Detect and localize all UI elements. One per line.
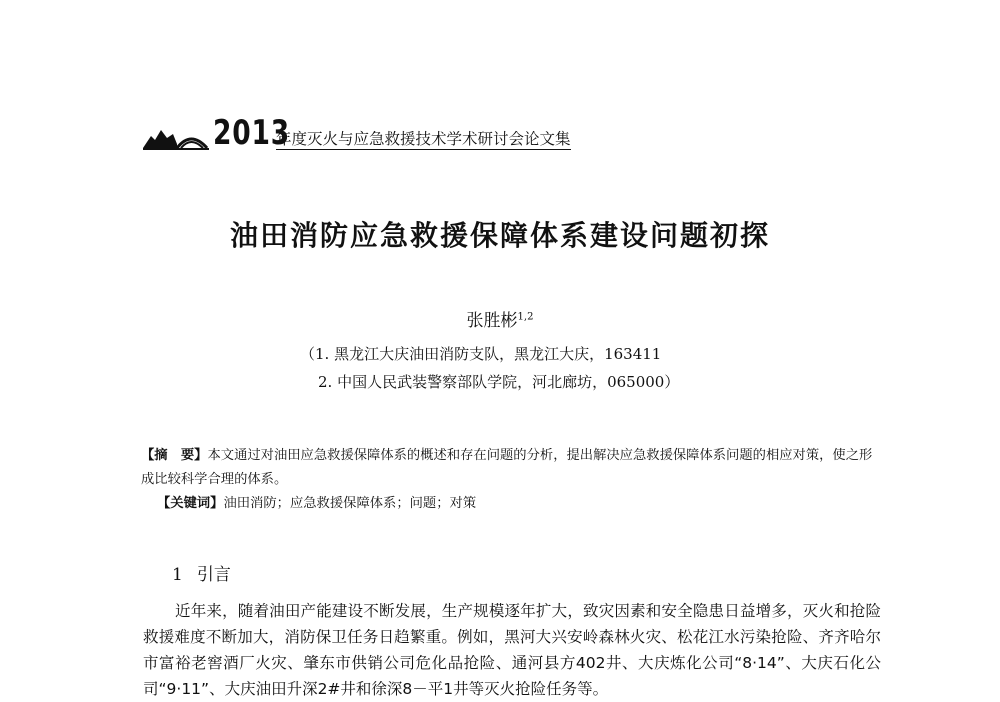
proceedings-year: 2013 bbox=[213, 113, 290, 153]
affiliation-1: （1. 黑龙江大庆油田消防支队，黑龙江大庆，163411 bbox=[300, 345, 662, 363]
keywords-paragraph bbox=[141, 492, 881, 516]
paper-title: 油田消防应急救援保障体系建设问题初探 bbox=[229, 219, 770, 252]
abstract-text: 本文通过对油田应急救援保障体系的概述和存在问题的分析，提出解决应急救援保障体系问题的相应对策，使之形成比较科学合理的体系。 bbox=[141, 448, 873, 487]
affiliation-2: 2. 中国人民武装警察部队学院，河北廊坊，065000） bbox=[318, 373, 680, 391]
author-affiliation-marks: 1,2 bbox=[517, 311, 534, 323]
body-paragraph: 近年来，随着油田产能建设不断发展，生产规模逐年扩大，致灾因素和安全隐患日益增多，灭火和抢险救援难度不断加大，消防保卫任务日趋繁重。例如，黑河大兴安岭森林火灾、松花江水污染抢险、齐齐哈尔市富裕老窖酒厂火灾、肇东市供销公司危化品抢险、通河县方402井、大庆炼化公司“8·14”、大庆石化公司“9·11”、大庆油田升深2#井和徐深8－平1井等灭火抢险任务等。 bbox=[143, 602, 881, 698]
abstract-paragraph bbox=[141, 444, 881, 492]
proceedings-header bbox=[143, 113, 571, 153]
proceedings-title: 年度灭火与应急救援技术学术研讨会论文集 bbox=[276, 130, 571, 148]
keywords-text: 油田消防；应急救援保障体系；问题；对策 bbox=[223, 496, 477, 511]
section-title: 引言 bbox=[196, 565, 231, 585]
keywords-label: 【关键词】 bbox=[157, 496, 224, 511]
author-line bbox=[0, 306, 1000, 331]
author-name: 张胜彬 bbox=[466, 311, 518, 331]
abstract-label: 【摘 要】 bbox=[141, 448, 208, 463]
abstract-block bbox=[141, 444, 881, 516]
book-city-logo-icon bbox=[143, 124, 209, 150]
section-heading bbox=[172, 560, 231, 585]
section-number: 1 bbox=[172, 565, 183, 585]
